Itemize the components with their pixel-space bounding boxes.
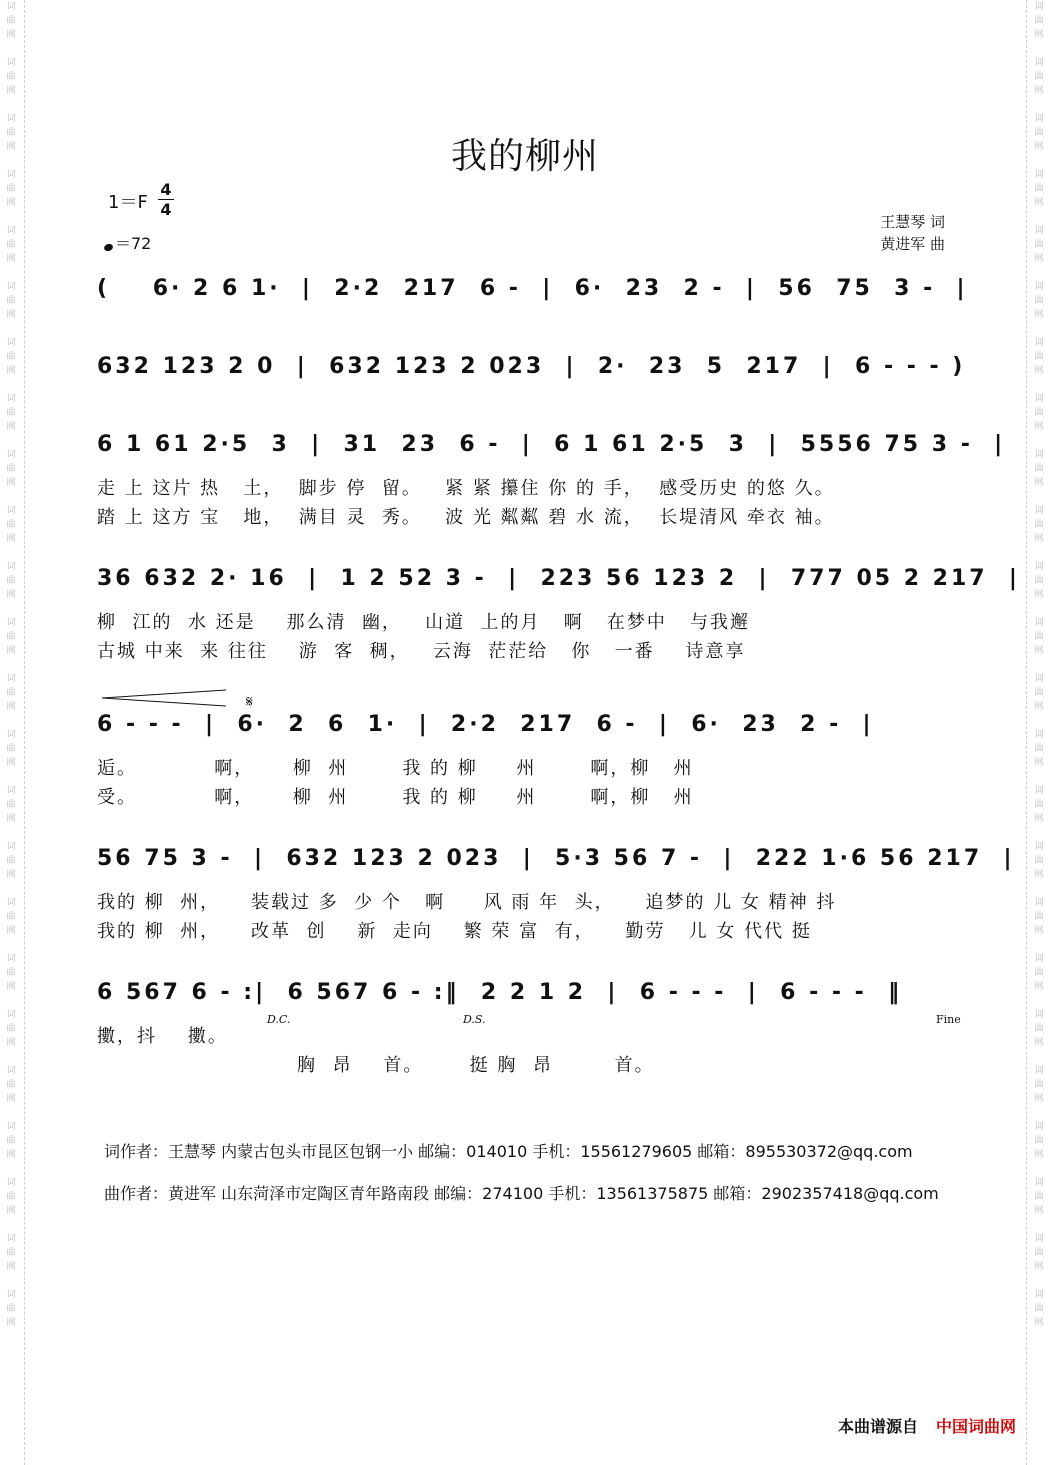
tempo-marking: [104, 231, 151, 254]
brand-link[interactable]: 中国词曲网: [935, 1417, 1016, 1436]
lyric-line-7-verse-1: 擻，抖 擻。: [97, 1026, 228, 1047]
ds-mark: D.S.: [463, 1013, 486, 1026]
time-signature: [158, 180, 174, 219]
segno-sign: 𝄋: [246, 692, 253, 711]
time-signature-bottom: 4: [158, 199, 174, 219]
right-watermark: 词 曲 网 词 曲 网 词 曲 网 词 曲 网 词 曲 网 词 曲 网 词 曲 网 词 曲 网 词 曲 网 词 曲 网 词 曲 网 词 曲 网 词 曲 网 词 曲 网 词 曲 网 词 曲 网 词 曲 网 词 曲 网 词 曲 网 词 曲 网 词 曲 网 词 曲 网 词 曲 网 词 曲 网: [1034, 2, 1044, 1328]
score-line-3: [97, 432, 1006, 528]
source-footer: [838, 1414, 1016, 1437]
lyric-line-4-verse-2: 古城 中来 来 往往 游 客 稠， 云海 茫茫给 你 一番 诗意享: [97, 641, 746, 662]
lyric-line-3-verse-1: 走 上 这片 热 土， 脚步 停 留。 紧 紧 攥住 你 的 手， 感受历史 的悠 久。: [97, 478, 835, 499]
left-edge-line: [24, 0, 25, 1465]
song-title: 我的柳州: [450, 136, 599, 177]
lyric-line-5-verse-2: 受。 啊， 柳 州 我 的 柳 州 啊，柳 州: [97, 787, 694, 808]
lyric-line-6-verse-2: 我的 柳 州， 改革 创 新 走向 繁 荣 富 有， 勤劳 儿 女 代代 挺: [97, 921, 812, 942]
score-line-6: [97, 846, 1015, 942]
notation-line-5: 6 - - - | 6· 2 6 1· | 2·2 217 6 - | 6· 23 2 - |: [97, 712, 874, 737]
lyric-line-6-verse-1: 我的 柳 州， 装载过 多 少 个 啊 风 雨 年 头， 追梦的 儿 女 精神 抖: [97, 892, 837, 913]
fine-mark: Fine: [936, 1013, 961, 1026]
notation-line-6: 56 75 3 - | 632 123 2 023 | 5·3 56 7 - | 222 1·6 56 217 |: [97, 846, 1015, 871]
key-signature: 1＝F: [108, 192, 148, 213]
decrescendo-hairpin: [100, 688, 230, 708]
credits: [880, 211, 945, 255]
right-edge-line: [1026, 0, 1027, 1465]
notation-line-1: ( 6· 2 6 1· | 2·2 217 6 - | 6· 23 2 - | 56 75 3 - |: [97, 276, 968, 301]
lyric-line-4-verse-1: 柳 江的 水 还是 那么清 幽， 山道 上的月 啊 在梦中 与我邂: [97, 612, 751, 633]
notation-line-7: 6 567 6 - :| 6 567 6 - :‖ 2 2 1 2 | 6 - - - | 6 - - - ‖: [97, 980, 903, 1005]
quarter-note-icon: [103, 243, 114, 253]
lyricist-credit: 王慧琴 词: [880, 213, 945, 231]
score-line-5: [97, 712, 955, 808]
notation-line-4: 36 632 2· 16 | 1 2 52 3 - | 223 56 123 2 | 777 05 2 217 |: [97, 566, 1020, 591]
lyric-line-5-verse-1: 逅。 啊， 柳 州 我 的 柳 州 啊，柳 州: [97, 758, 694, 779]
composer-credit: 黄进军 曲: [880, 235, 945, 253]
lyric-line-7-verse-2: 胸 昂 首。 挺 胸 昂 首。: [297, 1055, 655, 1076]
notation-line-3: 6 1 61 2·5 3 | 31 23 6 - | 6 1 61 2·5 3 | 5556 75 3 - |: [97, 432, 1006, 457]
score-line-4: [97, 566, 1020, 662]
left-watermark: 词 曲 网 词 曲 网 词 曲 网 词 曲 网 词 曲 网 词 曲 网 词 曲 网 词 曲 网 词 曲 网 词 曲 网 词 曲 网 词 曲 网 词 曲 网 词 曲 网 词 曲 网 词 曲 网 词 曲 网 词 曲 网 词 曲 网 词 曲 网 词 曲 网 词 曲 网 词 曲 网 词 曲 网: [6, 2, 16, 1328]
tempo-value: ＝72: [115, 234, 152, 253]
source-label: 本曲谱源自: [837, 1417, 918, 1436]
lyric-line-3-verse-2: 踏 上 这方 宝 地， 满目 灵 秀。 波 光 粼粼 碧 水 流， 长堤清风 牵衣 袖。: [97, 507, 835, 528]
composer-contact: 曲作者：黄进军 山东菏泽市定陶区青年路南段 邮编：274100 手机：13561375875 邮箱：2902357418@qq.com: [104, 1184, 939, 1203]
time-signature-top: 4: [160, 180, 172, 199]
lyricist-contact: 词作者：王慧琴 内蒙古包头市昆区包钢一小 邮编：014010 手机：15561279605 邮箱：895530372@qq.com: [104, 1142, 913, 1161]
score-line-1: [97, 276, 968, 301]
notation-line-2: 632 123 2 0 | 632 123 2 023 | 2· 23 5 217 | 6 - - - ): [97, 354, 966, 379]
score-line-2: [97, 354, 966, 379]
dc-mark: D.C.: [267, 1013, 291, 1026]
